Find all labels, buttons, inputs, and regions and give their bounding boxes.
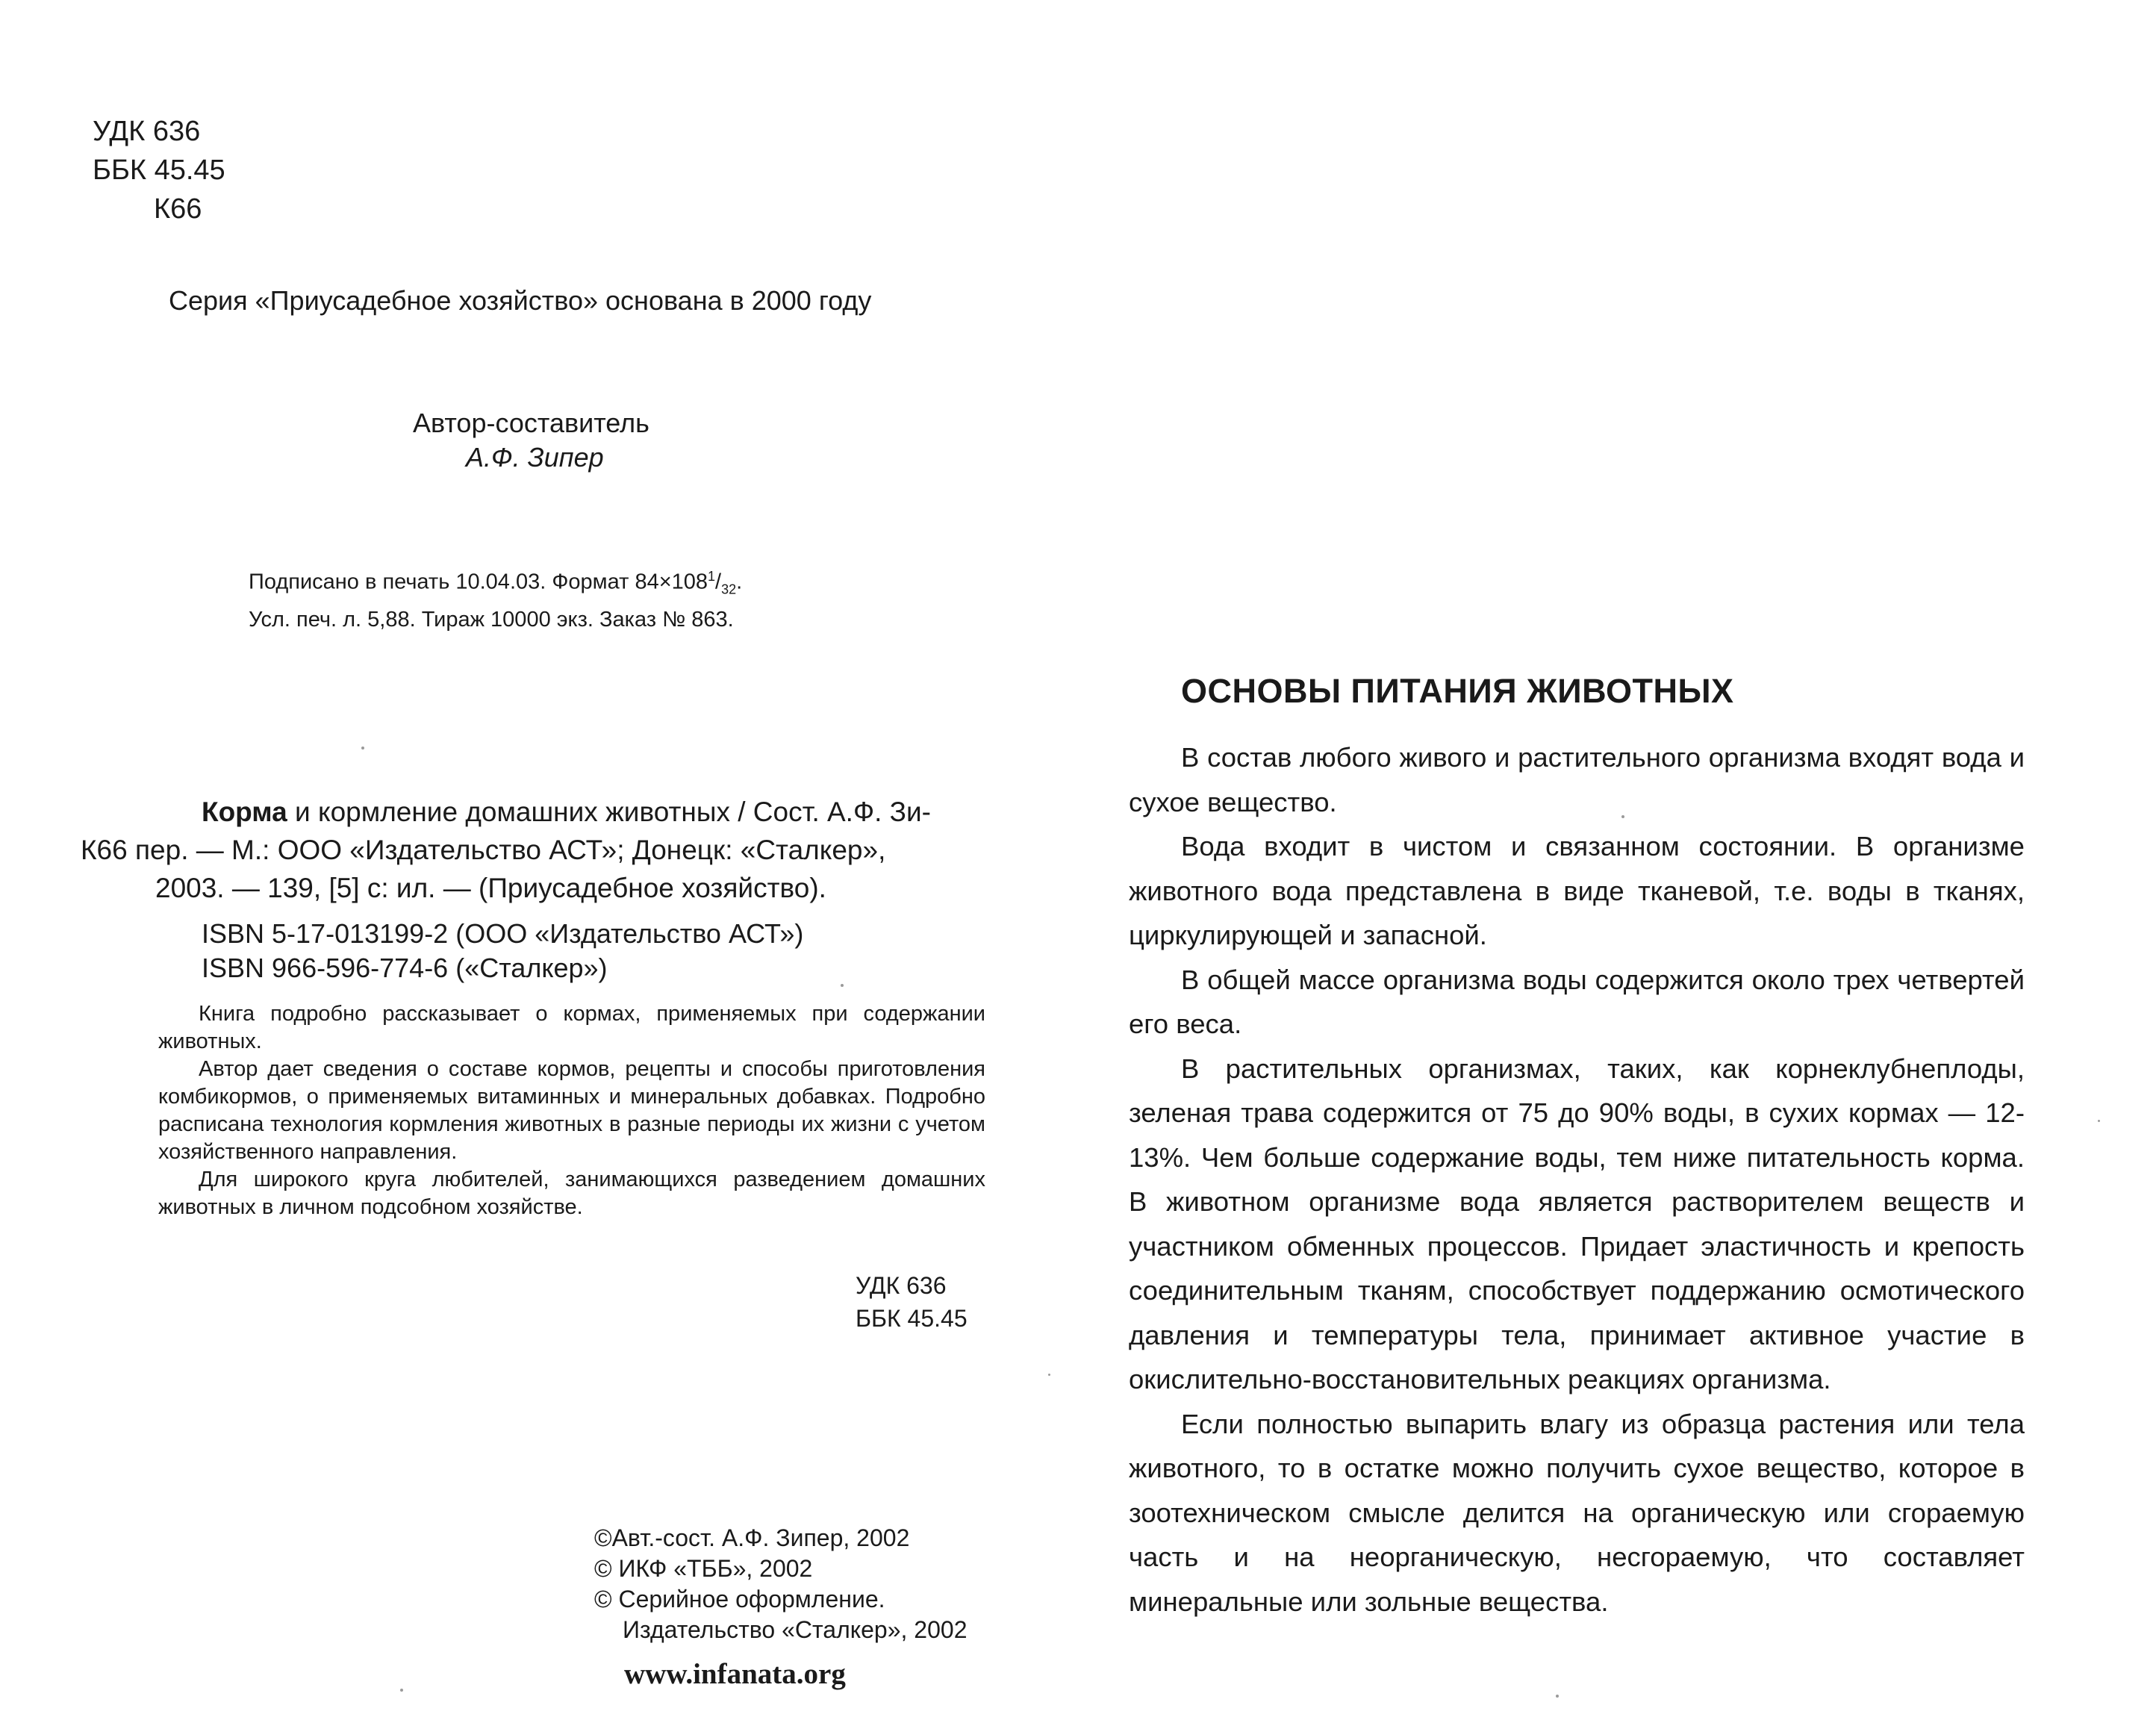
copyright-ikf: © ИКФ «ТББ», 2002 — [594, 1555, 813, 1582]
udk-code-bottom: УДК 636 — [856, 1272, 947, 1299]
book-title: Корма — [202, 797, 287, 827]
imprint-line-1: Подписано в печать 10.04.03. Формат $84\times 108^1/_{32}$. — [249, 569, 743, 597]
annotation-para-2: Автор дает сведения о составе кормов, рецепты и способы приготовления комбикормов, о применяемых витаминных и минеральных добавках. Подробно расписана технология кормления животных в разные периоды их жизни с учетом хозяйственного направления. — [158, 1057, 985, 1164]
author-sign-inline: К66 — [81, 835, 128, 865]
author-name: А.Ф. Зипер — [466, 442, 604, 473]
biblio-line-1: Корма и кормление домашних животных / Сост. А.Ф. Зи- — [202, 797, 931, 827]
bbk-code-bottom: ББК 45.45 — [856, 1305, 968, 1332]
series-line: Серия «Приусадебное хозяйство» основана в 2000 году — [169, 285, 872, 316]
body-paragraph: Если полностью выпарить влагу из образца растения или тела животного, то в остатке можно получить сухое вещество, которое в зоотехническом смысле делится на органическую или сгораемую часть и на неорганическую, несгораемую, что составляет минеральные или зольные вещества. — [1129, 1408, 2025, 1617]
scan-speck — [1621, 815, 1624, 818]
copyright-series-design: © Серийное оформление. — [594, 1586, 885, 1612]
scan-speck — [400, 1689, 403, 1692]
isbn-stalker: ISBN 966-596-774-6 («Сталкер») — [202, 953, 608, 983]
isbn-block — [202, 917, 803, 985]
imprint-line-2: Усл. печ. л. 5,88. Тираж 10000 экз. Заказ № 863. — [249, 608, 734, 632]
body-paragraph: В состав любого живого и растительного организма входят вода и сухое вещество. — [1129, 742, 2025, 817]
annotation — [158, 1000, 985, 1221]
annotation-para-3: Для широкого круга любителей, занимающихся разведением домашних животных в личном подсобном хозяйстве. — [158, 1168, 985, 1219]
imprint-block — [249, 561, 742, 635]
author-label: Автор-составитель — [413, 408, 649, 438]
udk-code: УДК 636 — [93, 116, 201, 147]
isbn-ast: ISBN 5-17-013199-2 (ООО «Издательство АСТ») — [202, 918, 804, 949]
copyright-author: ©Авт.-сост. А.Ф. Зипер, 2002 — [594, 1524, 910, 1551]
right-page — [1078, 0, 2156, 1717]
scan-speck — [2098, 1120, 2100, 1122]
classification-codes — [93, 112, 225, 228]
body-paragraph: В общей массе организма воды содержится около трех четвертей его веса. — [1129, 964, 2025, 1039]
biblio-line-3: 2003. — 139, [5] с: ил. — (Приусадебное хозяйство). — [155, 873, 826, 903]
chapter-heading: ОСНОВЫ ПИТАНИЯ ЖИВОТНЫХ — [1181, 672, 1734, 710]
bibliographic-record — [81, 793, 931, 907]
annotation-para-1: Книга подробно рассказывает о кормах, применяемых при содержании животных. — [158, 1002, 985, 1053]
scan-speck — [1048, 1374, 1050, 1376]
scan-speck — [361, 747, 364, 750]
scan-speck — [1556, 1695, 1559, 1698]
website-link[interactable]: www.infanata.org — [624, 1658, 846, 1690]
body-paragraph: В растительных организмах, таких, как корнеклубнеплоды, зеленая трава содержится от 75 до 90% воды, в сухих кормах — 12-13%. Чем больше содержание воды, тем ниже питательность корма. В животном организме вода является растворителем веществ и участником обменных процессов. Придает эластичность и крепость соединительным тканям, способствует поддержанию осмотического давления и температуры тела, принимает активное участие в окислительно-восстановительных реакциях организма. — [1129, 1053, 2025, 1395]
copyright-publisher: Издательство «Сталкер», 2002 — [623, 1616, 968, 1643]
chapter-body — [1129, 735, 2025, 1624]
body-paragraph: Вода входит в чистом и связанном состоянии. В организме животного вода представлена в виде тканевой, т.е. воды в тканях, циркулирующей и запасной. — [1129, 831, 2025, 950]
bbk-code: ББК 45.45 — [93, 155, 225, 186]
scan-speck — [841, 984, 844, 987]
copyright-block — [594, 1523, 967, 1645]
biblio-line-2: К66 пер. — М.: ООО «Издательство АСТ»; Донецк: «Сталкер», — [81, 835, 886, 865]
classification-codes-bottom — [856, 1269, 968, 1335]
author-sign: К66 — [154, 193, 202, 225]
